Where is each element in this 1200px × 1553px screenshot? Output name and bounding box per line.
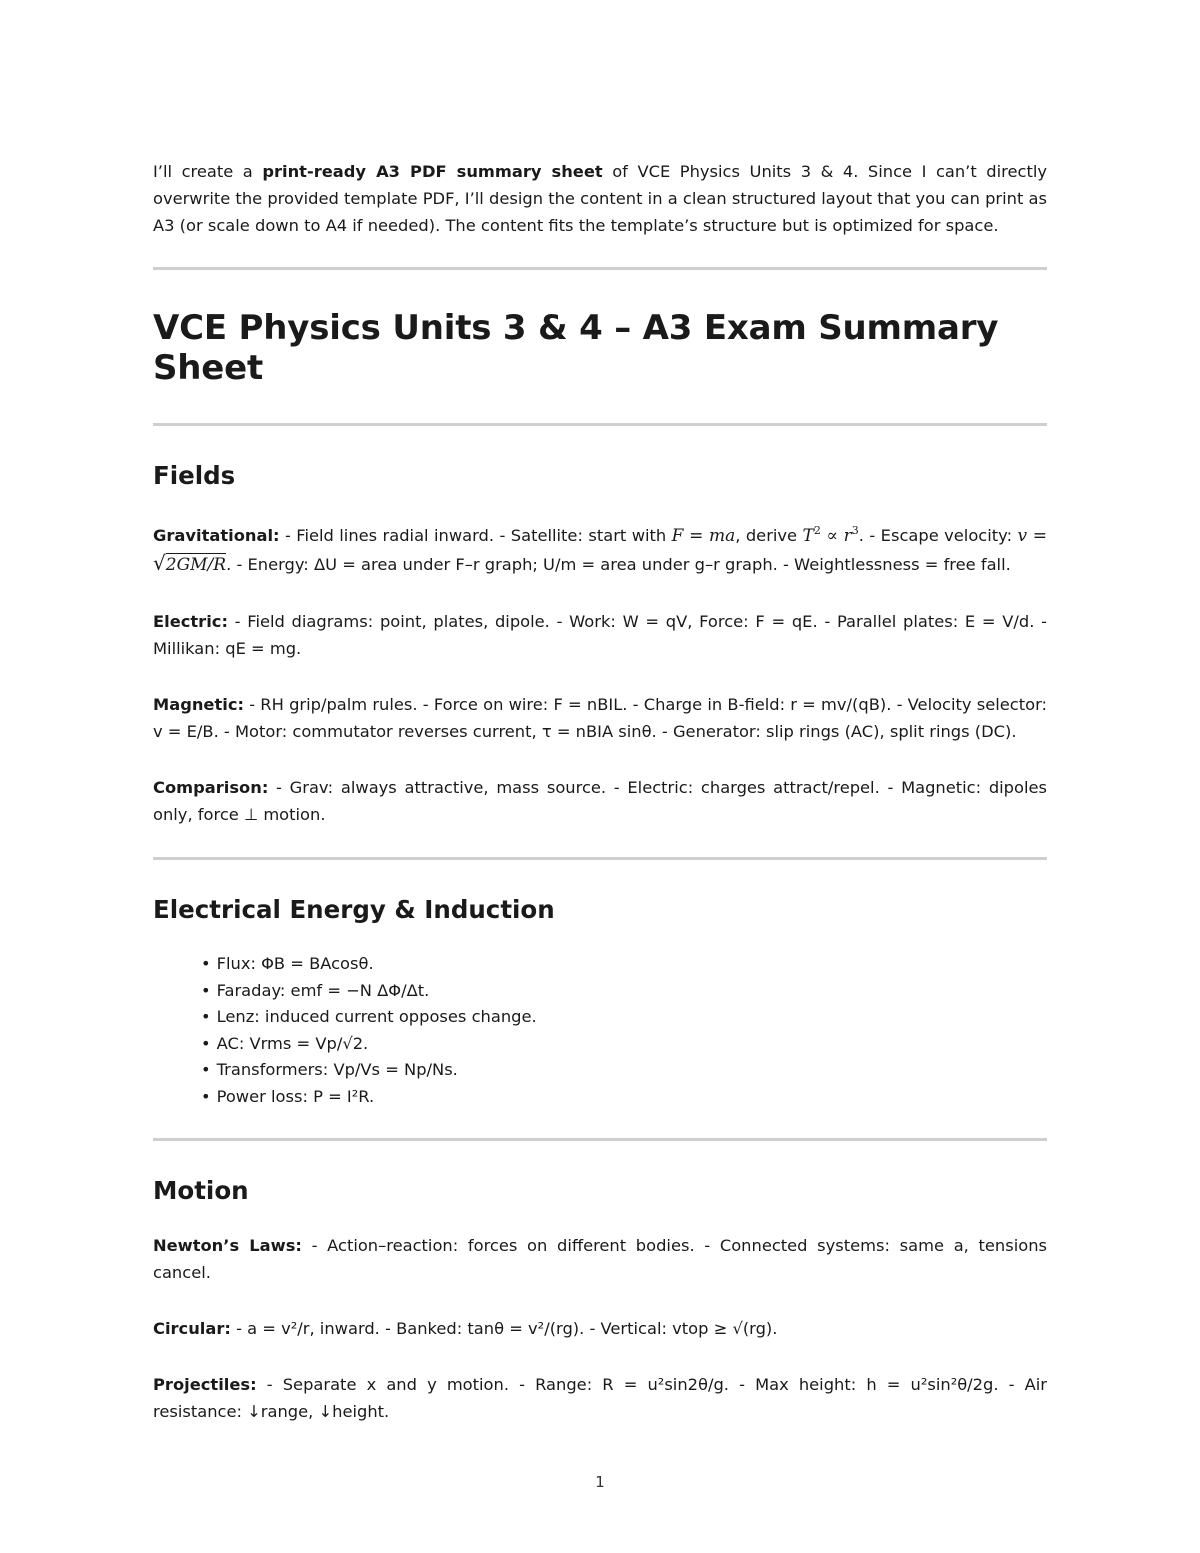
page-number: 1 (595, 1473, 605, 1491)
section-heading-fields: Fields (153, 461, 236, 490)
formula-kepler (802, 526, 858, 546)
document-page (153, 158, 1047, 1454)
divider (153, 267, 1047, 270)
magnetic-paragraph (153, 691, 1047, 745)
divider (153, 1138, 1047, 1141)
circular-paragraph (153, 1315, 1047, 1342)
list-item: • Transformers: Vp/Vs = Np/Ns. (201, 1057, 1047, 1084)
kepler-T-exponent: 2 (813, 524, 821, 537)
kepler-T: T (802, 526, 814, 546)
circular-text: - a = v²/r, inward. - Banked: tanθ = v²/(rg). - Vertical: vtop ≥ √(rg). (230, 1319, 778, 1338)
intro-text-2: of VCE Physics Units 3 & 4. Since I can’t directly overwrite the provided template PDF, I’ll design the content in a clean structured layout that you can print as A3 (or scale down to A4 if needed). The content fits the template’s structure but is optimized for space. (153, 162, 1047, 235)
list-item: • AC: Vrms = Vp/√2. (201, 1031, 1047, 1058)
gravitational-label: Gravitational: (153, 526, 280, 545)
section-heading-induction: Electrical Energy & Induction (153, 895, 555, 924)
section-fields (153, 461, 1047, 828)
section-induction (153, 895, 1047, 1110)
gravitational-paragraph (153, 517, 1047, 579)
electric-text: - Field diagrams: point, plates, dipole. - Work: W = qV, Force: F = qE. - Parallel plates: E = V/d. - Millikan: qE = mg. (153, 612, 1047, 658)
gravitational-text-4: . - Energy: ΔU = area under F–r graph; U/m = area under g–r graph. - Weightlessness = free fall. (226, 555, 1011, 574)
gravitational-text-2: , derive (735, 526, 803, 545)
comparison-paragraph (153, 774, 1047, 828)
kepler-proportional: ∝ (820, 526, 844, 546)
kepler-r: r (843, 526, 852, 546)
electric-label: Electric: (153, 612, 228, 631)
comparison-label: Comparison: (153, 778, 269, 797)
list-item: • Faraday: emf = −N ΔΦ/Δt. (201, 978, 1047, 1005)
gravitational-text-3: . - Escape velocity: (858, 526, 1018, 545)
induction-list (153, 951, 1047, 1110)
gravitational-text-1: - Field lines radial inward. - Satellite: start with (279, 526, 672, 545)
intro-text-1: I’ll create a (153, 162, 263, 181)
sqrt-radicand: 2GM/R (165, 555, 227, 575)
newton-paragraph (153, 1232, 1047, 1286)
list-item: • Flux: ΦB = BAcosθ. (201, 951, 1047, 978)
intro-bold: print-ready A3 PDF summary sheet (262, 162, 603, 181)
projectiles-label: Projectiles: (153, 1375, 257, 1394)
page-title: VCE Physics Units 3 & 4 – A3 Exam Summary Sheet (153, 308, 999, 388)
section-heading-motion: Motion (153, 1176, 249, 1205)
projectiles-text: - Separate x and y motion. - Range: R = u²sin2θ/g. - Max height: h = u²sin²θ/2g. - Air resistance: ↓range, ↓height. (153, 1375, 1047, 1421)
kepler-r-exponent: 3 (851, 524, 859, 537)
magnetic-label: Magnetic: (153, 695, 245, 714)
formula-fma: F = ma (671, 526, 736, 546)
section-motion (153, 1176, 1047, 1425)
list-item: • Lenz: induced current opposes change. (201, 1004, 1047, 1031)
divider (153, 857, 1047, 860)
newton-label: Newton’s Laws: (153, 1236, 302, 1255)
escape-v: v = (1017, 526, 1047, 546)
divider (153, 423, 1047, 426)
electric-paragraph (153, 608, 1047, 662)
intro-paragraph (153, 158, 1047, 239)
projectiles-paragraph (153, 1371, 1047, 1425)
list-item: • Power loss: P = I²R. (201, 1084, 1047, 1111)
comparison-text: - Grav: always attractive, mass source. - Electric: charges attract/repel. - Magnetic: dipoles only, force ⊥ motion. (153, 778, 1047, 824)
circular-label: Circular: (153, 1319, 231, 1338)
newton-text: - Action–reaction: forces on different bodies. - Connected systems: same a, tensions cancel. (153, 1236, 1047, 1282)
magnetic-text: - RH grip/palm rules. - Force on wire: F = nBIL. - Charge in B-field: r = mv/(qB). - Velocity selector: v = E/B. - Motor: commutator reverses current, τ = nBIA sinθ. - Generator: slip rings (AC), split rings (DC). (153, 695, 1047, 741)
sqrt-symbol: √2GM/R (153, 551, 227, 575)
